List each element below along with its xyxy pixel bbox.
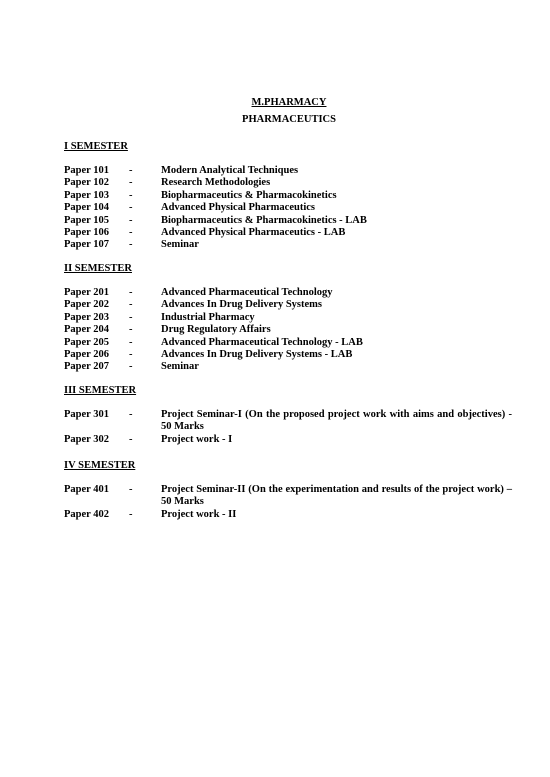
paper-title: Research Methodologies bbox=[161, 177, 271, 189]
paper-code: Paper 202 bbox=[64, 299, 110, 311]
document-subtitle: PHARMACEUTICS bbox=[242, 114, 336, 125]
paper-code: Paper 104 bbox=[64, 202, 110, 214]
separator: - bbox=[129, 239, 133, 251]
paper-title: Modern Analytical Techniques bbox=[161, 165, 299, 176]
separator: - bbox=[129, 349, 133, 360]
separator: - bbox=[129, 165, 133, 176]
paper-code: Paper 207 bbox=[64, 361, 110, 373]
paper-code: Paper 102 bbox=[64, 177, 110, 189]
paper-title: Project work - I bbox=[161, 434, 233, 445]
paper-title: Advances In Drug Delivery Systems - LAB bbox=[161, 349, 353, 360]
paper-title: Project Seminar-II (On the experimentation and results of the project work) – 50 Marks bbox=[161, 484, 512, 508]
paper-code: Paper 206 bbox=[64, 349, 110, 360]
paper-title: Drug Regulatory Affairs bbox=[161, 324, 271, 336]
document-title: M.PHARMACY bbox=[251, 97, 327, 108]
semester-4-heading: IV SEMESTER bbox=[64, 460, 136, 471]
paper-title: Advanced Pharmaceutical Technology bbox=[161, 287, 333, 298]
separator: - bbox=[129, 214, 133, 226]
paper-title: Biopharmaceutics & Pharmacokinetics bbox=[161, 189, 337, 201]
separator: - bbox=[129, 177, 133, 189]
paper-code: Paper 302 bbox=[64, 434, 110, 445]
separator: - bbox=[129, 361, 133, 373]
paper-code: Paper 203 bbox=[64, 311, 110, 323]
semester-1-heading: I SEMESTER bbox=[64, 141, 128, 152]
paper-title: Industrial Pharmacy bbox=[161, 311, 255, 323]
separator: - bbox=[129, 324, 133, 336]
separator: - bbox=[129, 189, 133, 201]
semester-2-heading: II SEMESTER bbox=[64, 263, 132, 274]
paper-title: Seminar bbox=[161, 361, 199, 373]
paper-title: Project Seminar-I (On the proposed project work with aims and objectives) - 50 Marks bbox=[161, 409, 512, 433]
separator: - bbox=[129, 409, 133, 420]
paper-title: Advanced Physical Pharmaceutics - LAB bbox=[161, 227, 346, 238]
paper-code: Paper 301 bbox=[64, 409, 110, 420]
separator: - bbox=[129, 336, 133, 348]
separator: - bbox=[129, 299, 133, 311]
separator: - bbox=[129, 311, 133, 323]
paper-code: Paper 402 bbox=[64, 509, 110, 520]
paper-title: Project work - II bbox=[161, 509, 237, 520]
paper-code: Paper 401 bbox=[64, 484, 110, 495]
separator: - bbox=[129, 202, 133, 214]
separator: - bbox=[129, 434, 133, 445]
separator: - bbox=[129, 509, 133, 520]
separator: - bbox=[129, 287, 133, 298]
separator: - bbox=[129, 227, 133, 238]
paper-code: Paper 105 bbox=[64, 214, 110, 226]
paper-code: Paper 106 bbox=[64, 227, 110, 238]
separator: - bbox=[129, 484, 133, 495]
paper-code: Paper 205 bbox=[64, 336, 110, 348]
paper-code: Paper 107 bbox=[64, 239, 110, 251]
paper-title: Advances In Drug Delivery Systems bbox=[161, 299, 322, 311]
semester-3-heading: III SEMESTER bbox=[64, 385, 137, 396]
paper-code: Paper 201 bbox=[64, 287, 110, 298]
paper-code: Paper 204 bbox=[64, 324, 110, 336]
paper-title: Seminar bbox=[161, 239, 199, 251]
paper-title: Advanced Pharmaceutical Technology - LAB bbox=[161, 336, 363, 348]
paper-code: Paper 101 bbox=[64, 165, 110, 176]
paper-code: Paper 103 bbox=[64, 189, 110, 201]
paper-title: Biopharmaceutics & Pharmacokinetics - LAB bbox=[161, 214, 367, 226]
paper-title: Advanced Physical Pharmaceutics bbox=[161, 202, 315, 214]
